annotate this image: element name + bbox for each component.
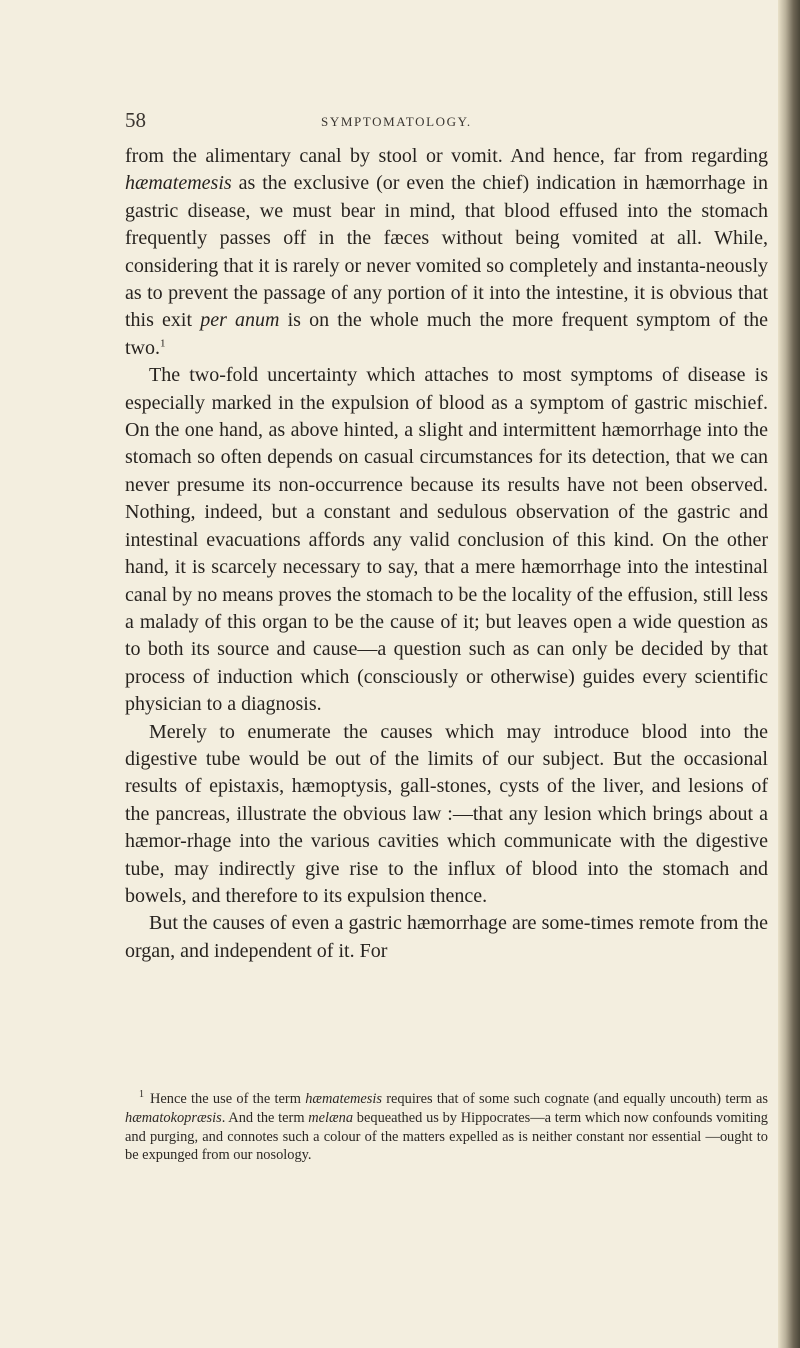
emphasis-text: melæna	[308, 1109, 354, 1126]
text-run: is on the whole much the more frequent symptom of the two.	[125, 309, 768, 359]
emphasis-text: hæmatemesis	[305, 1091, 382, 1107]
text-run: bequeathed us by Hippocrates—a term which now confounds vomiting and purging, and connotes such a colour of the matters expelled as is neither constant nor essential —ought to be expunged from our nosology.	[125, 1109, 768, 1164]
text-run: requires that of some such cognate (and equally uncouth) term as	[381, 1091, 768, 1107]
footnote-reference[interactable]: 1	[160, 337, 166, 350]
page-edge-shadow	[778, 0, 800, 1348]
footnote-text	[125, 1090, 768, 1165]
emphasis-text: per anum	[200, 309, 280, 332]
text-run: as the exclusive (or even the chief) indication in hæmorrhage in gastric disease, we must bear in mind, that blood effused into the stomach frequently passes off in the fæces without being vomited at all. While, considering that it is rarely or never vomited so completely and instanta-neously as to prevent the passage of any portion of it into the intestine, it is obvious that this exit	[125, 172, 768, 332]
text-run: from the alimentary canal by stool or vomit. And hence, far from regarding	[125, 145, 768, 167]
paragraph: Merely to enumerate the causes which may introduce blood into the digestive tube would be out of the limits of our subject. But the occasional results of epistaxis, hæmoptysis, gall-stones, cysts of the liver, and lesions of the pancreas, illustrate the obvious law :—that any lesion which brings about a hæmor-rhage into the various cavities which communicate with the digestive tube, may indirectly give rise to the influx of blood into the stomach and bowels, and therefore to its expulsion thence.	[125, 720, 768, 907]
footnote-number: 1	[139, 1089, 144, 1101]
running-head: SYMPTOMATOLOGY.	[321, 114, 472, 129]
paragraph	[125, 143, 768, 362]
text-run: Hence the use of the term	[150, 1091, 306, 1107]
body-text	[125, 143, 768, 965]
emphasis-text: hæmatemesis	[125, 172, 232, 195]
page-header	[0, 108, 800, 132]
emphasis-text: hæmatokopræsis	[125, 1109, 222, 1126]
page-number: 58	[125, 108, 146, 132]
footnote	[125, 1090, 768, 1165]
paragraph: The two-fold uncertainty which attaches to most symptoms of disease is especially marked in the expulsion of blood as a symptom of gastric mischief. On the one hand, as above hinted, a slight and intermittent hæmorrhage into the stomach so often depends on casual circumstances for its detection, that we can never presume its non-occurrence because its results have not been observed. Nothing, indeed, but a constant and sedulous observation of the gastric and intestinal evacuations affords any valid conclusion of this kind. On the other hand, it is scarcely necessary to say, that a mere hæmorrhage into the intestinal canal by no means proves the stomach to be the locality of the effusion, still less a malady of this organ to be the cause of it; but leaves open a wide question as to both its source and cause—a question such as can only be decided by that process of induction which (consciously or otherwise) guides every scientific physician to a diagnosis.	[125, 364, 768, 716]
paragraph: But the causes of even a gastric hæmorrhage are some-times remote from the organ, and independent of it. For	[125, 912, 768, 962]
text-run: . And the term	[221, 1109, 309, 1126]
